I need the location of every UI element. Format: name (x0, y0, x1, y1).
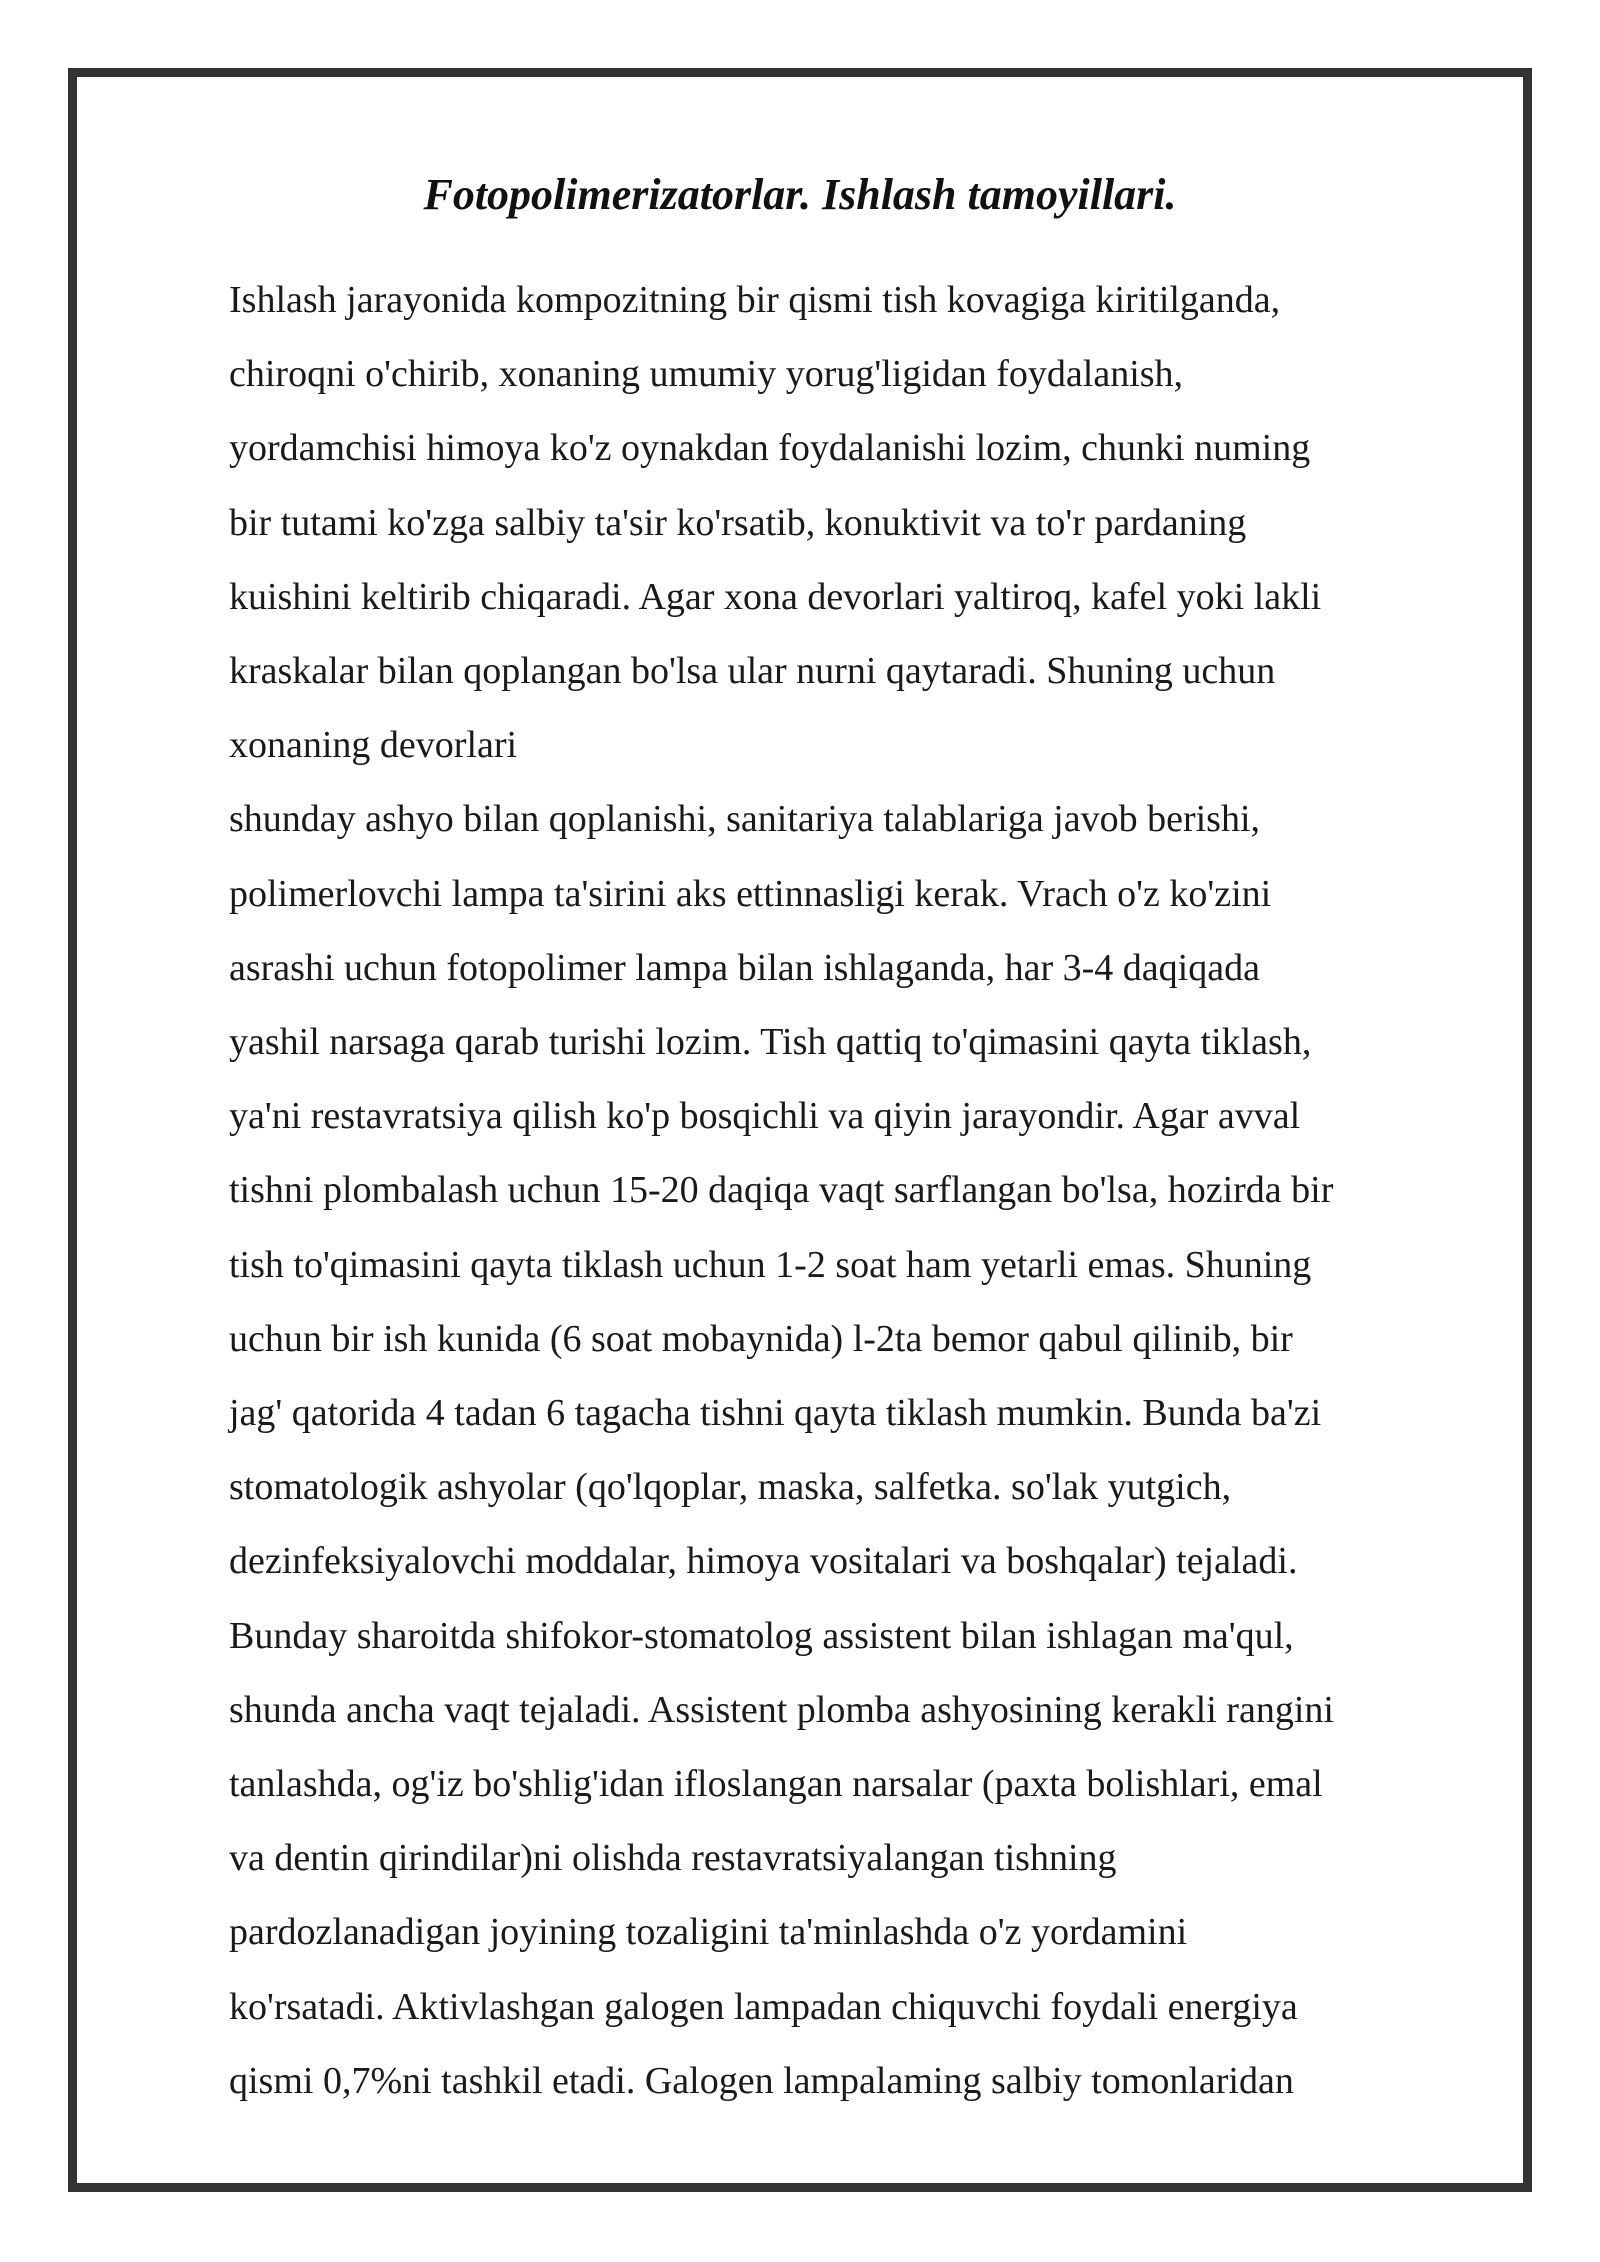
text-line: tish to'qimasini qayta tiklash uchun 1-2 soat ham yetarli emas. Shuning (229, 1243, 1312, 1286)
text-line: va dentin qirindilar)ni olishda restavratsiyalangan tishning (229, 1837, 1117, 1880)
text-line: Bunday sharoitda shifokor-stomatolog assistent bilan ishlagan ma'qul, (229, 1614, 1294, 1657)
text-line: yordamchisi himoya ko'z oynakdan foydalanishi lozim, chunki numing (229, 427, 1311, 470)
text-line: Ishlash jarayonida kompozitning bir qismi tish kovagiga kiritilganda, (229, 279, 1281, 321)
text-line: ya'ni restavratsiya qilish ko'p bosqichli va qiyin jarayondir. Agar avval (229, 1095, 1301, 1138)
page-frame (68, 68, 1532, 2192)
text-line: qismi 0,7%ni tashkil etadi. Galogen lampalaming salbiy tomonlaridan (229, 2059, 1294, 2102)
text-line: bir tutami ko'zga salbiy ta'sir ko'rsatib, konuktivit va to'r pardaning (229, 501, 1247, 544)
text-line: yashil narsaga qarab turishi lozim. Tish qattiq to'qimasini qayta tiklash, (229, 1021, 1312, 1064)
text-line: tanlashda, og'iz bo'shlig'idan ifloslangan narsalar (paxta bolishlari, emal (229, 1763, 1323, 1806)
body-text (229, 263, 1529, 2118)
text-line: jag' qatorida 4 tadan 6 tagacha tishni qayta tiklash mumkin. Bunda ba'zi (229, 1392, 1322, 1435)
text-line: shunday ashyo bilan qoplanishi, sanitariya talablariga javob berishi, (229, 798, 1261, 841)
text-line: stomatologik ashyolar (qo'lqoplar, maska, salfetka. so'lak yutgich, (229, 1466, 1232, 1509)
text-line: dezinfeksiyalovchi moddalar, himoya vositalari va boshqalar) tejaladi. (229, 1540, 1298, 1583)
text-line: uchun bir ish kunida (6 soat mobaynida) l-2ta bemor qabul qilinib, bir (229, 1317, 1293, 1360)
text-line: shunda ancha vaqt tejaladi. Assistent plomba ashyosining kerakli rangini (229, 1688, 1334, 1731)
text-line: pardozlanadigan joyining tozaligini ta'minlashda o'z yordamini (229, 1911, 1188, 1954)
text-line: polimerlovchi lampa ta'sirini aks ettinnasligi kerak. Vrach o'z ko'zini (229, 872, 1272, 915)
page-title: Fotopolimerizatorlar. Ishlash tamoyillari. (423, 170, 1177, 219)
text-line: chiroqni o'chirib, xonaning umumiy yorug'ligidan foydalanish, (229, 353, 1184, 396)
text-line: kuishini keltirib chiqaradi. Agar xona devorlari yaltiroq, kafel yoki lakli (229, 575, 1322, 618)
text-line: xonaning devorlari (229, 724, 518, 767)
text-line: tishni plombalash uchun 15-20 daqiqa vaqt sarflangan bo'lsa, hozirda bir (229, 1169, 1334, 1212)
text-line: kraskalar bilan qoplangan bo'lsa ular nurni qaytaradi. Shuning uchun (229, 650, 1276, 693)
text-line: asrashi uchun fotopolimer lampa bilan ishlaganda, har 3-4 daqiqada (229, 946, 1260, 989)
text-line: ko'rsatadi. Aktivlashgan galogen lampadan chiquvchi foydali energiya (229, 1985, 1298, 2028)
